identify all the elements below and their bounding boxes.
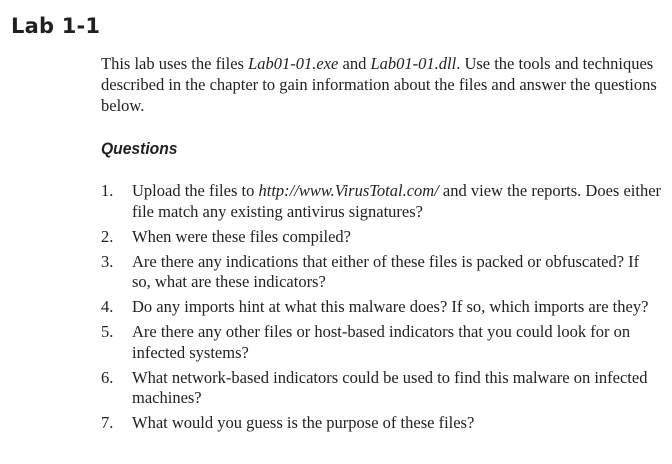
question-number: 5. — [101, 322, 114, 341]
intro-file-dll: Lab01-01.dll — [370, 54, 457, 73]
question-item-7 — [101, 413, 661, 434]
question-item-4 — [101, 297, 661, 318]
question-text: When were these files compiled? — [132, 226, 351, 246]
question-number: 6. — [101, 367, 114, 387]
question-number: 2. — [101, 226, 114, 246]
question-number: 3. — [101, 251, 114, 271]
question-text: Are there any other files or host-based indicators that you could look for on infected systems? — [132, 322, 631, 362]
question-text: Are there any indications that either of these files is packed or obfuscated? If so, what are these indicators? — [132, 251, 640, 291]
questions-heading: Questions — [101, 139, 178, 158]
question-item-6 — [101, 368, 661, 409]
question-item-2 — [101, 227, 661, 248]
intro-text-2: and — [338, 54, 371, 73]
question-number: 1. — [101, 181, 114, 200]
question-number: 7. — [101, 413, 114, 432]
intro-file-exe: Lab01-01.exe — [248, 54, 339, 73]
intro-text-1: This lab uses the files — [101, 54, 249, 73]
question-text: Do any imports hint at what this malware does? If so, which imports are they? — [132, 297, 649, 316]
question-number: 4. — [101, 297, 114, 316]
question-text — [132, 181, 661, 221]
question-text: What network-based indicators could be used to find this malware on infected machines? — [132, 367, 648, 407]
lab-title: Lab 1-1 — [11, 14, 101, 38]
intro-text-3: . Use the tools and techniques described in the chapter to gain information about the files and answer the questions below. — [101, 54, 657, 115]
virustotal-url: http://www.VirusTotal.com/ — [258, 181, 439, 200]
question-text-after-url: and view the reports. Does either file match any existing antivirus signatures? — [132, 181, 662, 221]
question-item-5 — [101, 322, 661, 363]
question-item-1 — [101, 181, 661, 222]
questions-list — [101, 181, 661, 438]
intro-paragraph — [101, 53, 661, 116]
question-text: What would you guess is the purpose of these files? — [132, 413, 475, 432]
question-text-before-url: Upload the files to — [132, 181, 259, 200]
question-item-3 — [101, 252, 661, 293]
